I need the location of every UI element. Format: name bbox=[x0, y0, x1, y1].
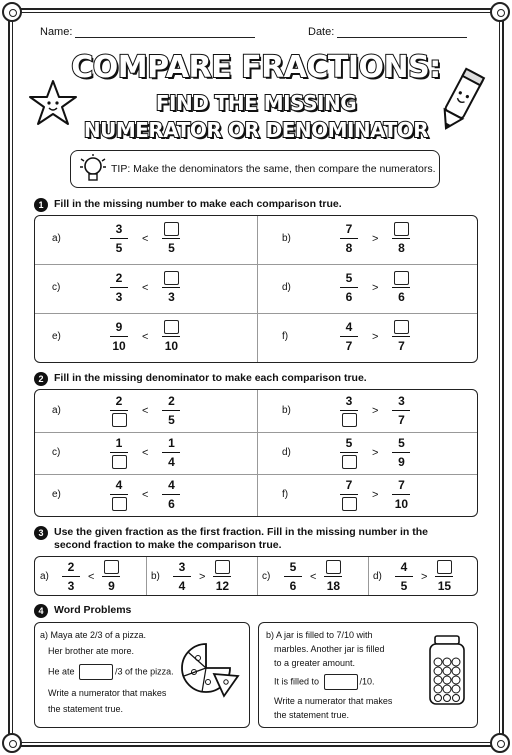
comparison-operator: < bbox=[142, 330, 149, 343]
s3-1-frac-answer-bar bbox=[213, 576, 231, 577]
s2-3-frac-answer-bar bbox=[340, 452, 358, 453]
s3-3-frac-given-bar bbox=[395, 576, 413, 577]
section4-number: 4 bbox=[34, 604, 48, 618]
s1-2-frac-given-numerator: 2 bbox=[115, 271, 123, 285]
s1-2-frac-answer-bar bbox=[162, 287, 180, 288]
s1-item-2 bbox=[52, 271, 232, 304]
comparison-operator: < bbox=[88, 570, 95, 583]
s2-item-4 bbox=[52, 478, 232, 511]
s2-2-frac-answer bbox=[110, 436, 128, 469]
s1-3-frac-answer bbox=[392, 271, 410, 304]
comparison-operator: > bbox=[372, 488, 379, 501]
s2-1-frac-given bbox=[392, 394, 410, 427]
s2-0-frac-given-denominator: 5 bbox=[168, 413, 175, 427]
s2-5-frac-given-bar bbox=[392, 494, 410, 495]
s2-item-5 bbox=[282, 478, 462, 511]
s1-2-frac-answer-missing-numerator-box[interactable] bbox=[164, 271, 179, 285]
s3-0-frac-given bbox=[62, 560, 80, 593]
date-line[interactable] bbox=[337, 37, 467, 38]
s3-1-frac-given-numerator: 3 bbox=[178, 560, 186, 574]
s3-2-frac-answer bbox=[324, 560, 342, 593]
s1-3-frac-answer-denominator: 6 bbox=[398, 290, 405, 304]
section3-title-line2: second fraction to make the comparison true. bbox=[54, 539, 282, 551]
wp-a-answer-box[interactable] bbox=[79, 664, 113, 680]
s3-2-frac-answer-missing-numerator-box[interactable] bbox=[326, 560, 341, 574]
section4-heading bbox=[34, 604, 131, 618]
section2-number: 2 bbox=[34, 372, 48, 386]
s1-1-frac-answer-missing-numerator-box[interactable] bbox=[394, 222, 409, 236]
s3-0-frac-answer-bar bbox=[102, 576, 120, 577]
s2-2-frac-answer-bar bbox=[110, 452, 128, 453]
s1-4-frac-answer bbox=[162, 320, 180, 353]
marble-jar-icon bbox=[426, 634, 468, 706]
s1-3-frac-answer-bar bbox=[392, 287, 410, 288]
s1-5-frac-given-numerator: 4 bbox=[345, 320, 353, 334]
s3-0-frac-given-denominator: 3 bbox=[67, 579, 75, 593]
s2-0-frac-answer-bar bbox=[110, 410, 128, 411]
s2-4-frac-given-denominator: 6 bbox=[168, 497, 175, 511]
comparison-operator: < bbox=[142, 232, 149, 245]
s2-4-frac-answer-numerator: 4 bbox=[115, 478, 123, 492]
s1-5-frac-answer bbox=[392, 320, 410, 353]
s1-1-frac-answer-denominator: 8 bbox=[398, 241, 405, 255]
s1-0-frac-given-bar bbox=[110, 238, 128, 239]
s1-1-frac-given-bar bbox=[340, 238, 358, 239]
s1-3-frac-given-denominator: 6 bbox=[345, 290, 353, 304]
s1-2-frac-given-bar bbox=[110, 287, 128, 288]
s1-1-frac-given-denominator: 8 bbox=[345, 241, 353, 255]
s1-item-1 bbox=[282, 222, 462, 255]
s3-1-frac-answer bbox=[213, 560, 231, 593]
pencil-mascot-icon bbox=[436, 64, 486, 136]
s1-5-frac-answer-bar bbox=[392, 336, 410, 337]
s1-0-frac-answer-denominator: 5 bbox=[168, 241, 175, 255]
item-label: b) bbox=[151, 571, 160, 582]
s2-4-frac-answer-bar bbox=[110, 494, 128, 495]
word-problem-a bbox=[40, 628, 174, 716]
s2-5-frac-given bbox=[392, 478, 410, 511]
name-label: Name: bbox=[40, 26, 73, 38]
s1-4-frac-given-numerator: 9 bbox=[115, 320, 123, 334]
s2-0-frac-answer-numerator: 2 bbox=[115, 394, 123, 408]
s1-0-frac-answer-missing-numerator-box[interactable] bbox=[164, 222, 179, 236]
s2-2-frac-answer-missing-denominator-box[interactable] bbox=[112, 455, 127, 469]
s1-4-frac-answer-missing-numerator-box[interactable] bbox=[164, 320, 179, 334]
s2-1-frac-answer bbox=[340, 394, 358, 427]
s1-0-frac-given bbox=[110, 222, 128, 255]
s1-2-frac-answer bbox=[162, 271, 180, 304]
s2-3-frac-answer-numerator: 5 bbox=[345, 436, 353, 450]
s2-item-1 bbox=[282, 394, 462, 427]
comparison-operator: > bbox=[372, 404, 379, 417]
s3-1-frac-given-denominator: 4 bbox=[178, 579, 186, 593]
section1-number: 1 bbox=[34, 198, 48, 212]
s1-item-4 bbox=[52, 320, 232, 353]
wp-b-line4b: /10. bbox=[359, 676, 375, 687]
s3-1-frac-answer-denominator: 12 bbox=[215, 579, 230, 593]
item-label: d) bbox=[282, 282, 291, 293]
s2-5-frac-answer-numerator: 7 bbox=[345, 478, 353, 492]
section3-number: 3 bbox=[34, 526, 48, 540]
item-label: f) bbox=[282, 489, 289, 500]
s1-5-frac-answer-missing-numerator-box[interactable] bbox=[394, 320, 409, 334]
item-label: c) bbox=[52, 447, 61, 458]
s1-1-frac-answer bbox=[392, 222, 410, 255]
s1-3-frac-given bbox=[340, 271, 358, 304]
wp-b-line1: b) A jar is filled to 7/10 with bbox=[266, 630, 373, 640]
s1-item-5 bbox=[282, 320, 462, 353]
s3-1-frac-answer-missing-numerator-box[interactable] bbox=[215, 560, 230, 574]
comparison-operator: > bbox=[372, 330, 379, 343]
item-label: b) bbox=[282, 233, 291, 244]
s2-3-frac-given-bar bbox=[392, 452, 410, 453]
s2-1-frac-answer-bar bbox=[340, 410, 358, 411]
s1-5-frac-given bbox=[340, 320, 358, 353]
corner-ornament-top-right bbox=[490, 2, 510, 22]
s3-2-frac-given-denominator: 6 bbox=[289, 579, 297, 593]
s2-item-3 bbox=[282, 436, 462, 469]
comparison-operator: > bbox=[421, 570, 428, 583]
comparison-operator: < bbox=[142, 404, 149, 417]
section3-title-line1: Use the given fraction as the first fraction. Fill in the missing number in the bbox=[54, 526, 428, 538]
pizza-icon bbox=[178, 640, 242, 698]
s2-1-frac-given-numerator: 3 bbox=[398, 394, 405, 408]
s2-1-frac-given-denominator: 7 bbox=[398, 413, 405, 427]
word-problem-b bbox=[266, 628, 392, 722]
s2-1-frac-answer-missing-denominator-box[interactable] bbox=[342, 413, 357, 427]
s2-5-frac-given-numerator: 7 bbox=[398, 478, 405, 492]
item-label: c) bbox=[262, 571, 271, 582]
s2-4-frac-answer-missing-denominator-box[interactable] bbox=[112, 497, 127, 511]
wp-b-line5: Write a numerator that makes bbox=[274, 696, 393, 706]
s3-3-frac-answer bbox=[435, 560, 453, 593]
corner-ornament-bottom-left bbox=[2, 733, 22, 753]
s3-0-frac-answer bbox=[102, 560, 120, 593]
s3-0-frac-answer-denominator: 9 bbox=[108, 579, 115, 593]
s1-5-frac-answer-denominator: 7 bbox=[398, 339, 405, 353]
s1-4-frac-answer-denominator: 10 bbox=[164, 339, 179, 353]
name-line[interactable] bbox=[75, 37, 255, 38]
item-label: b) bbox=[282, 405, 291, 416]
item-label: a) bbox=[52, 233, 61, 244]
s3-3-frac-given bbox=[395, 560, 413, 593]
s2-4-frac-given-bar bbox=[162, 494, 180, 495]
comparison-operator: < bbox=[142, 281, 149, 294]
wp-b-answer-box[interactable] bbox=[324, 674, 358, 690]
s1-5-frac-given-bar bbox=[340, 336, 358, 337]
s2-item-0 bbox=[52, 394, 232, 427]
s2-0-frac-given bbox=[162, 394, 180, 427]
s3-0-frac-answer-missing-numerator-box[interactable] bbox=[104, 560, 119, 574]
s3-0-frac-given-numerator: 2 bbox=[67, 560, 75, 574]
s1-1-frac-given-numerator: 7 bbox=[345, 222, 353, 236]
s2-2-frac-given-numerator: 1 bbox=[168, 436, 175, 450]
comparison-operator: < bbox=[310, 570, 317, 583]
s2-5-frac-given-denominator: 10 bbox=[394, 497, 409, 511]
s2-2-frac-given-denominator: 4 bbox=[168, 455, 175, 469]
s3-3-frac-answer-denominator: 15 bbox=[437, 579, 452, 593]
lightbulb-icon bbox=[79, 154, 107, 186]
s3-3-frac-given-numerator: 4 bbox=[400, 560, 408, 574]
page-title-line1: COMPARE FRACTIONS: bbox=[71, 50, 441, 85]
item-label: e) bbox=[52, 331, 61, 342]
comparison-operator: > bbox=[372, 281, 379, 294]
item-label: a) bbox=[40, 571, 49, 582]
tip-text: TIP: Make the denominators the same, then compare the numerators. bbox=[111, 163, 436, 175]
s2-5-frac-answer bbox=[340, 478, 358, 511]
s3-2-frac-given-bar bbox=[284, 576, 302, 577]
s2-3-frac-given-denominator: 9 bbox=[398, 455, 405, 469]
s1-0-frac-given-denominator: 5 bbox=[115, 241, 123, 255]
s2-3-frac-given-numerator: 5 bbox=[398, 436, 405, 450]
section4-title: Word Problems bbox=[54, 604, 132, 616]
s3-2-frac-given bbox=[284, 560, 302, 593]
section1-title: Fill in the missing number to make each comparison true. bbox=[54, 198, 342, 210]
comparison-operator: < bbox=[142, 446, 149, 459]
s1-4-frac-given-bar bbox=[110, 336, 128, 337]
s1-4-frac-answer-bar bbox=[162, 336, 180, 337]
s3-3-frac-answer-missing-numerator-box[interactable] bbox=[437, 560, 452, 574]
page-title-line2: FIND THE MISSING bbox=[155, 91, 357, 115]
name-field bbox=[40, 26, 255, 38]
s2-5-frac-answer-bar bbox=[340, 494, 358, 495]
s2-0-frac-answer bbox=[110, 394, 128, 427]
s1-0-frac-given-numerator: 3 bbox=[115, 222, 123, 236]
wp-a-line5: the statement true. bbox=[48, 704, 124, 714]
s1-4-frac-given-denominator: 10 bbox=[112, 339, 126, 353]
s1-3-frac-given-numerator: 5 bbox=[345, 271, 353, 285]
s1-item-0 bbox=[52, 222, 232, 255]
s3-item-3 bbox=[373, 560, 481, 593]
section2-title: Fill in the missing denominator to make each comparison true. bbox=[54, 372, 367, 384]
wp-a-line3b: /3 of the pizza. bbox=[115, 666, 174, 677]
wp-b-line4a: It is filled to bbox=[274, 676, 320, 687]
s2-4-frac-answer bbox=[110, 478, 128, 511]
s2-5-frac-answer-missing-denominator-box[interactable] bbox=[342, 497, 357, 511]
item-label: d) bbox=[282, 447, 291, 458]
wp-b-line6: the statement true. bbox=[274, 710, 350, 720]
s1-0-frac-answer-bar bbox=[162, 238, 180, 239]
s1-2-frac-given-denominator: 3 bbox=[115, 290, 123, 304]
s1-1-frac-given bbox=[340, 222, 358, 255]
item-label: c) bbox=[52, 282, 61, 293]
s3-3-frac-given-denominator: 5 bbox=[400, 579, 408, 593]
s1-2-frac-given bbox=[110, 271, 128, 304]
s3-2-frac-answer-denominator: 18 bbox=[326, 579, 341, 593]
s3-item-1 bbox=[151, 560, 259, 593]
section3-heading bbox=[34, 526, 428, 552]
wp-a-line4: Write a numerator that makes bbox=[48, 688, 167, 698]
wp-b-line2: marbles. Another jar is filled bbox=[274, 644, 385, 654]
s1-5-frac-given-denominator: 7 bbox=[345, 339, 353, 353]
s3-1-frac-given bbox=[173, 560, 191, 593]
s3-1-frac-given-bar bbox=[173, 576, 191, 577]
s3-item-0 bbox=[40, 560, 148, 593]
s3-3-frac-answer-bar bbox=[435, 576, 453, 577]
s2-0-frac-answer-missing-denominator-box[interactable] bbox=[112, 413, 127, 427]
wp-a-line2: Her brother ate more. bbox=[48, 646, 135, 656]
item-label: f) bbox=[282, 331, 289, 342]
section1-heading bbox=[34, 198, 342, 212]
s2-1-frac-given-bar bbox=[392, 410, 410, 411]
s1-3-frac-answer-missing-numerator-box[interactable] bbox=[394, 271, 409, 285]
s2-4-frac-given-numerator: 4 bbox=[168, 478, 175, 492]
item-label: d) bbox=[373, 571, 382, 582]
s3-item-2 bbox=[262, 560, 370, 593]
item-label: e) bbox=[52, 489, 61, 500]
s2-0-frac-given-bar bbox=[162, 410, 180, 411]
s2-2-frac-given bbox=[162, 436, 180, 469]
page-title-line3: NUMERATOR OR DENOMINATOR bbox=[83, 118, 429, 142]
date-field bbox=[308, 26, 467, 38]
s1-4-frac-given bbox=[110, 320, 128, 353]
date-label: Date: bbox=[308, 26, 335, 38]
section2-heading bbox=[34, 372, 367, 386]
s2-3-frac-answer bbox=[340, 436, 358, 469]
wp-b-line3: to a greater amount. bbox=[274, 658, 356, 668]
s2-2-frac-answer-numerator: 1 bbox=[115, 436, 123, 450]
s1-0-frac-answer bbox=[162, 222, 180, 255]
comparison-operator: > bbox=[199, 570, 206, 583]
corner-ornament-top-left bbox=[2, 2, 22, 22]
comparison-operator: > bbox=[372, 232, 379, 245]
comparison-operator: > bbox=[372, 446, 379, 459]
comparison-operator: < bbox=[142, 488, 149, 501]
s2-1-frac-answer-numerator: 3 bbox=[345, 394, 353, 408]
wp-a-line3a: He ate bbox=[48, 666, 75, 677]
s2-2-frac-given-bar bbox=[162, 452, 180, 453]
corner-ornament-bottom-right bbox=[490, 733, 510, 753]
s2-item-2 bbox=[52, 436, 232, 469]
s2-3-frac-given bbox=[392, 436, 410, 469]
s3-2-frac-answer-bar bbox=[324, 576, 342, 577]
s2-3-frac-answer-missing-denominator-box[interactable] bbox=[342, 455, 357, 469]
s2-0-frac-given-numerator: 2 bbox=[168, 394, 175, 408]
tip-box bbox=[70, 150, 440, 188]
s1-1-frac-answer-bar bbox=[392, 238, 410, 239]
s1-item-3 bbox=[282, 271, 462, 304]
s2-4-frac-given bbox=[162, 478, 180, 511]
star-mascot-icon bbox=[26, 78, 80, 130]
item-label: a) bbox=[52, 405, 61, 416]
s1-3-frac-given-bar bbox=[340, 287, 358, 288]
s3-2-frac-given-numerator: 5 bbox=[289, 560, 297, 574]
s3-0-frac-given-bar bbox=[62, 576, 80, 577]
s1-2-frac-answer-denominator: 3 bbox=[168, 290, 175, 304]
wp-a-line1: a) Maya ate 2/3 of a pizza. bbox=[40, 630, 147, 640]
